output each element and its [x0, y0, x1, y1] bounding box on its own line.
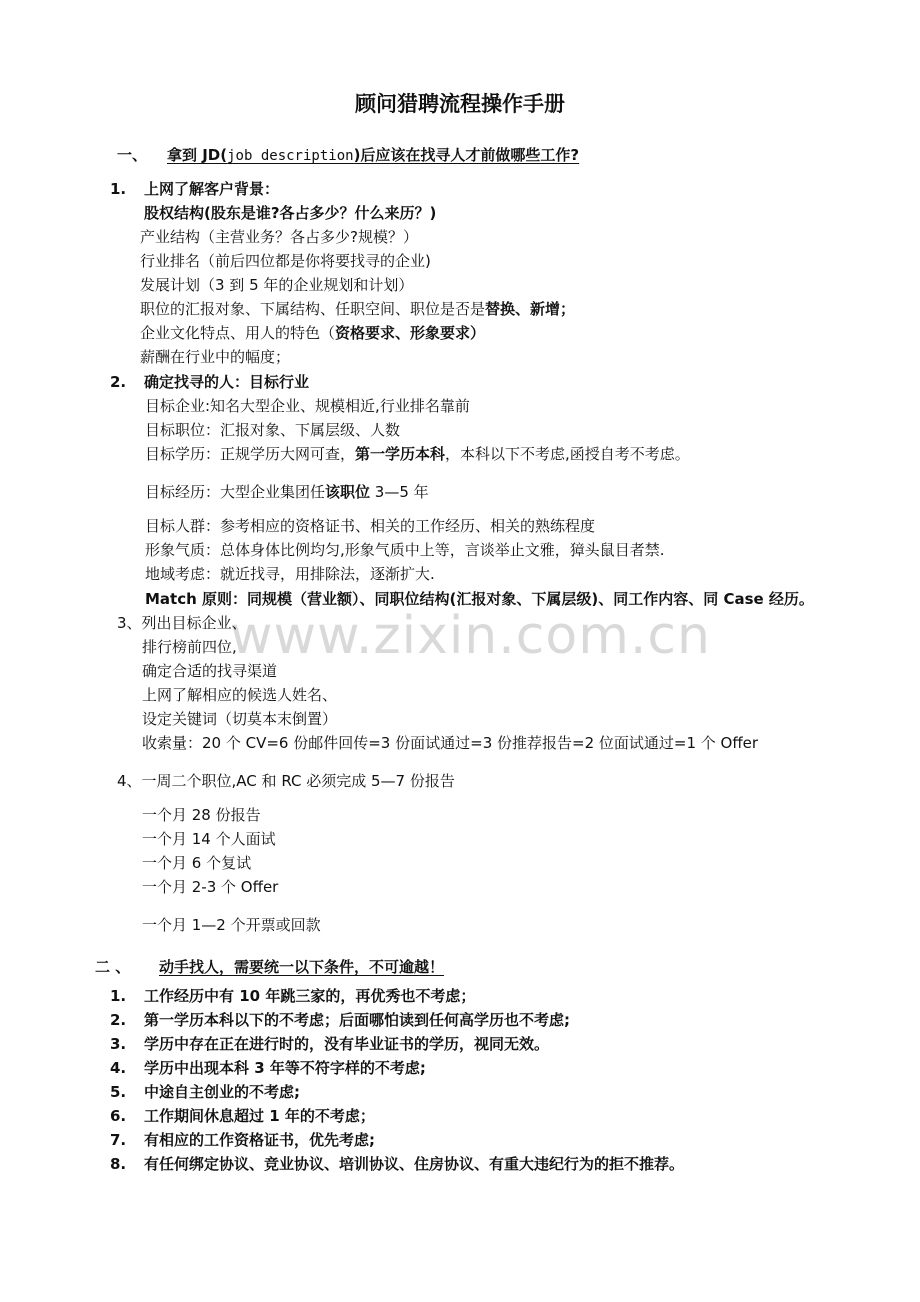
page-title: 顾问猎聘流程操作手册: [355, 92, 565, 116]
rule-text: 学历中出现本科 3 年等不符字样的不考虑;: [144, 1059, 426, 1077]
rule-text: 工作期间休息超过 1 年的不考虑；: [144, 1107, 375, 1125]
item-4-heading: 4、一周二个职位,AC 和 RC 必须完成 5—7 份报告: [117, 772, 455, 790]
item-2-head-text: 确定找寻的人：目标行业: [144, 373, 310, 391]
rule-item: [110, 1106, 375, 1126]
section-2-text: 动手找人，需要统一以下条件，不可逾越！: [159, 958, 445, 976]
item-1-line-3: 行业排名（前后四位都是你将要找寻的企业): [140, 252, 431, 270]
section-1-number: 一、: [117, 146, 148, 164]
item-4-line-2: 一个月 14 个人面试: [142, 830, 276, 848]
section-2-number: 二 、: [95, 958, 131, 976]
item-2-line-5: 目标人群：参考相应的资格证书、相关的工作经历、相关的熟练程度: [145, 517, 596, 535]
item-4-line-1: 一个月 28 份报告: [142, 806, 261, 824]
item-4-line-3: 一个月 6 个复试: [142, 854, 252, 872]
item-2-line-4-bold: 该职位: [325, 483, 371, 501]
rule-item: [110, 1130, 375, 1150]
section-1-code: job description: [227, 148, 354, 164]
rule-text: 学历中存在正在进行时的，没有毕业证书的学历，视同无效。: [144, 1035, 550, 1053]
item-3-line-5: 收索量：20 个 CV=6 份邮件回传=3 份面试通过=3 份推荐报告=2 位面试通过=1 个 Offer: [142, 734, 759, 752]
item-2-number: 2.: [110, 373, 127, 391]
rule-number: 6.: [110, 1107, 127, 1125]
rule-item: [110, 1082, 300, 1102]
rule-number: 7.: [110, 1131, 127, 1149]
rule-number: 4.: [110, 1059, 127, 1077]
item-1-number: 1.: [110, 180, 127, 198]
rule-item: [110, 1154, 684, 1174]
item-1-heading: [110, 179, 279, 199]
item-2-line-3-text: 目标学历：正规学历大网可查，: [145, 445, 356, 463]
rule-text: 有相应的工作资格证书，优先考虑;: [144, 1131, 376, 1149]
item-2-heading: [110, 372, 309, 392]
item-2-line-2: 目标职位：汇报对象、下属层级、人数: [145, 421, 401, 439]
item-1-line-1: 股权结构(股东是谁?各占多少？什么来历？): [144, 204, 437, 222]
item-1-head-text: 上网了解客户背景：: [144, 180, 280, 198]
rule-number: 8.: [110, 1155, 127, 1173]
item-3-heading: 3、列出目标企业、: [117, 614, 247, 632]
rule-item: [110, 1010, 570, 1030]
rule-number: 3.: [110, 1035, 127, 1053]
item-1-line-2: 产业结构（主营业务？各占多少?规模？）: [140, 228, 418, 246]
rule-number: 5.: [110, 1083, 127, 1101]
item-3-line-3: 上网了解相应的候选人姓名、: [142, 686, 338, 704]
item-3-line-4: 设定关键词（切莫本末倒置）: [142, 710, 338, 728]
rule-text: 有任何绑定协议、竞业协议、培训协议、住房协议、有重大违纪行为的拒不推荐。: [144, 1155, 685, 1173]
item-2-line-3-rest: ，本科以下不考虑,函授自考不考虑。: [445, 445, 690, 463]
item-1-line-6: [140, 323, 485, 343]
rule-text: 第一学历本科以下的不考虑；后面哪怕读到任何高学历也不考虑;: [144, 1011, 571, 1029]
item-2-line-7: 地域考虑：就近找寻，用排除法，逐渐扩大.: [145, 565, 435, 583]
section-1-text-post: )后应该在找寻人才前做哪些工作?: [353, 146, 580, 164]
item-1-line-6-bold: 资格要求、形象要求）: [335, 324, 486, 342]
section-2-heading: [95, 957, 444, 977]
rule-number: 1.: [110, 987, 127, 1005]
rule-text: 工作经历中有 10 年跳三家的，再优秀也不考虑；: [144, 987, 476, 1005]
item-2-line-4-text: 目标经历：大型企业集团任: [145, 483, 326, 501]
item-1-line-5: [140, 299, 575, 319]
item-1-line-6-text: 企业文化特点、用人的特色（: [140, 324, 336, 342]
item-2-match-principle: Match 原则：同规模（营业额）、同职位结构(汇报对象、下属层级)、同工作内容、同 Case 经历。: [145, 590, 814, 608]
item-3-line-1: 排行榜前四位,: [142, 638, 237, 656]
item-2-line-1: 目标企业:知名大型企业、规模相近,行业排名靠前: [145, 397, 470, 415]
rule-number: 2.: [110, 1011, 127, 1029]
item-1-line-7: 薪酬在行业中的幅度；: [140, 348, 291, 366]
rule-item: [110, 1034, 549, 1054]
item-2-line-4: [145, 482, 429, 502]
item-1-line-4: 发展计划（3 到 5 年的企业规划和计划）: [140, 276, 414, 294]
item-4-line-4: 一个月 2-3 个 Offer: [142, 878, 279, 896]
section-1-heading: [117, 145, 579, 166]
item-2-line-6: 形象气质：总体身体比例均匀,形象气质中上等，言谈举止文雅，獐头鼠目者禁.: [145, 541, 665, 559]
item-2-line-4-rest: 3—5 年: [370, 483, 429, 501]
item-2-line-3: [145, 444, 690, 464]
rule-item: [110, 1058, 426, 1078]
item-1-line-5-text: 职位的汇报对象、下属结构、任职空间、职位是否是: [140, 300, 486, 318]
section-1-text-pre: 拿到 JD(: [167, 146, 228, 164]
item-1-line-5-bold: 替换、新增；: [485, 300, 576, 318]
item-3-line-2: 确定合适的找寻渠道: [142, 662, 278, 680]
watermark: www.zixin.com.cn: [230, 606, 711, 666]
item-4-line-5: 一个月 1—2 个开票或回款: [142, 916, 321, 934]
item-2-line-3-bold: 第一学历本科: [355, 445, 446, 463]
rule-item: [110, 986, 475, 1006]
rule-text: 中途自主创业的不考虑;: [144, 1083, 300, 1101]
